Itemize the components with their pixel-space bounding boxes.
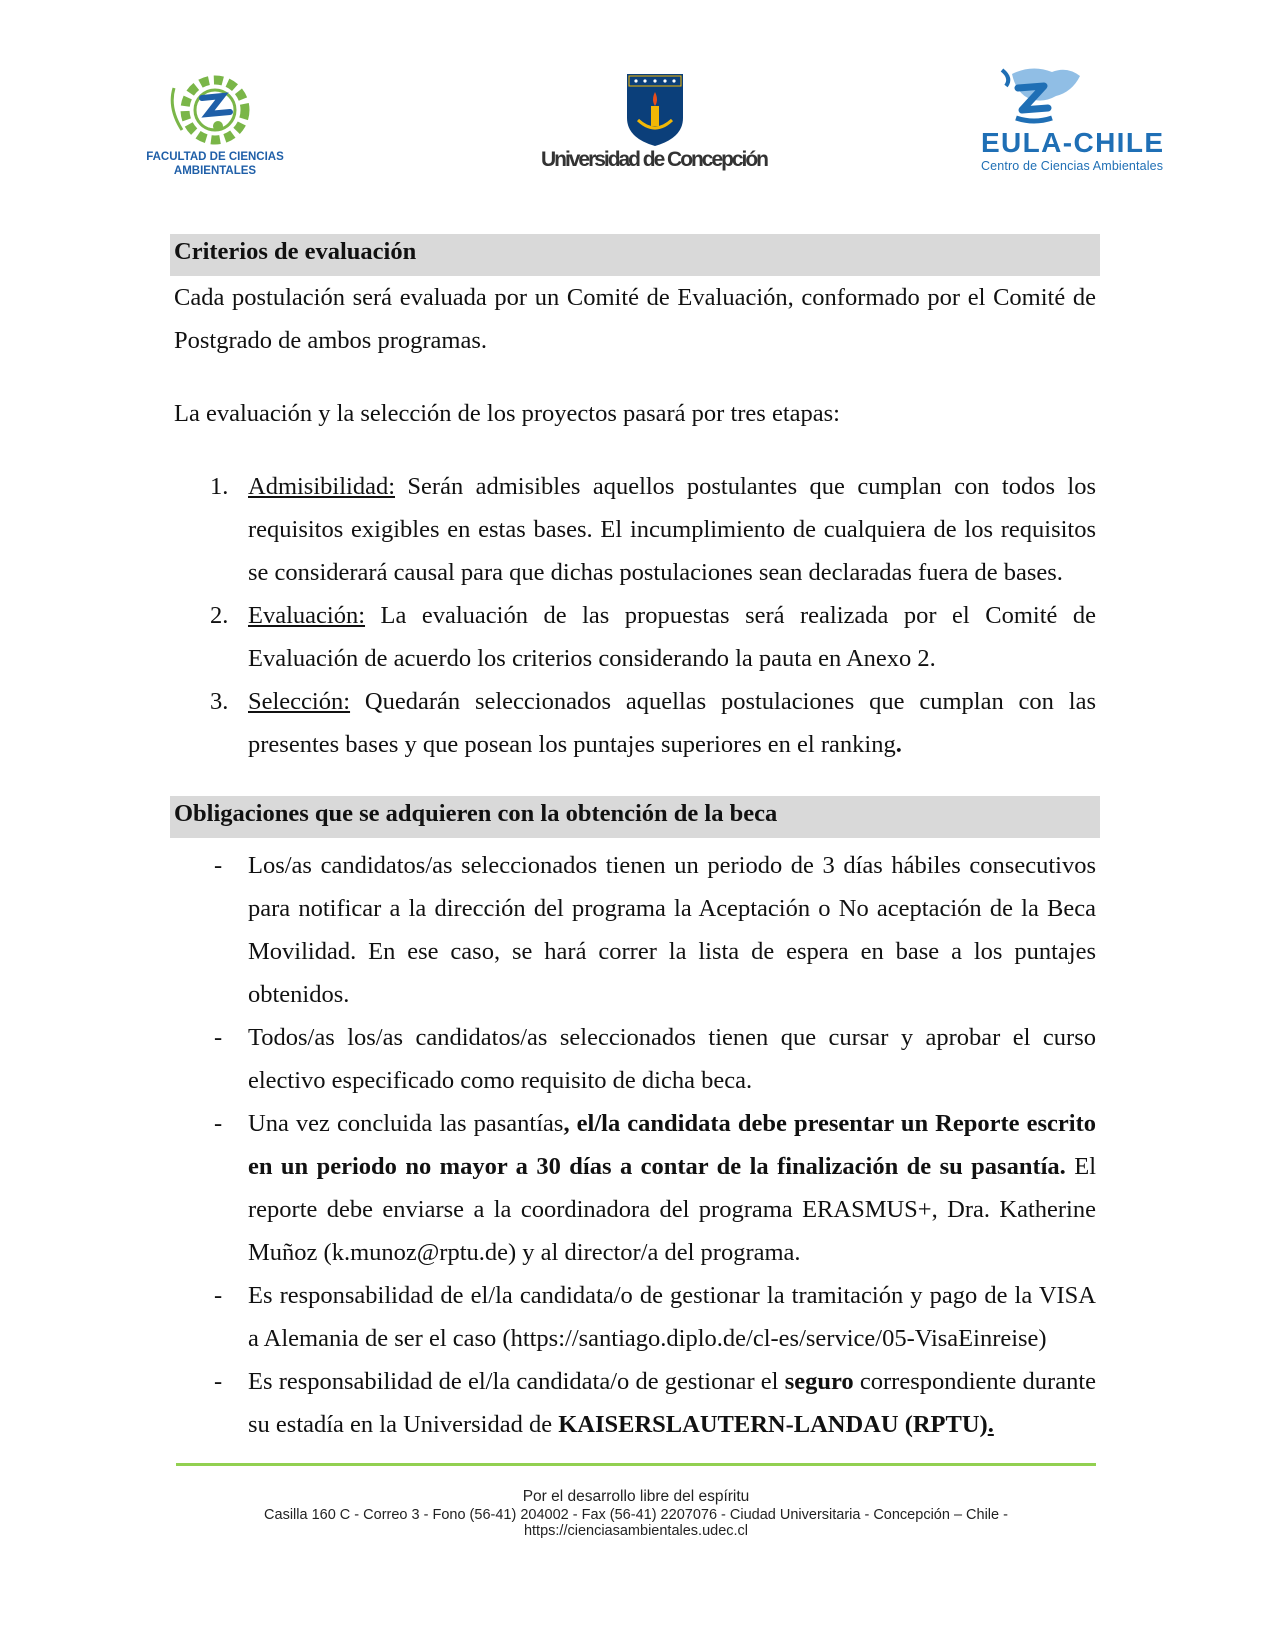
list-item [174,594,1096,680]
facultad-ciencias-ambientales-logo [140,68,290,183]
list-item [174,1274,1096,1360]
page-footer [176,1487,1096,1539]
stage-end: . [895,731,902,758]
obligation-bold-text: KAISERSLAUTERN-LANDAU (RPTU) [558,1411,988,1438]
dash-bullet: - [214,852,223,879]
list-number: 3. [210,688,229,715]
obligation-text: Es responsabilidad de el/la candidata/o de gestionar la tramitación y pago de la VISA a Alemania de ser el caso (https://santiago.diplo.de/cl-es/service/05-VisaEinreise) [248,1282,1096,1352]
document-body [174,234,1096,1446]
list-item [174,465,1096,594]
criterios-lead: La evaluación y la selección de los proyectos pasará por tres etapas: [174,400,840,427]
list-item [174,844,1096,1016]
universidad-de-concepcion-logo [530,74,780,178]
stage-term: Selección: [248,688,351,715]
stage-term: Admisibilidad: [248,473,395,500]
fca-logo-line1: FACULTAD DE CIENCIAS [146,151,284,163]
gear-globe-icon [140,68,290,183]
obligation-text: Los/as candidatos/as seleccionados tienen un periodo de 3 días hábiles consecutivos para notificar a la dirección del programa la Aceptación o No aceptación de la Beca Movilidad. En ese caso, se hará correr la lista de espera en base a los puntajes obtenidos. [248,852,1096,1008]
footer-divider [176,1463,1096,1466]
eula-logo-subtitle: Centro de Ciencias Ambientales [981,159,1163,173]
dash-bullet: - [214,1024,223,1051]
list-item [174,1360,1096,1446]
obligation-text: Es responsabilidad de el/la candidata/o de gestionar el [248,1368,785,1395]
footer-motto: Por el desarrollo libre del espíritu [522,1488,750,1505]
obligation-text: correspondiente durante su estadía en la Universidad de [248,1368,1096,1438]
list-item [174,1016,1096,1102]
list-item [174,1102,1096,1274]
eula-logo-name: EULA-CHILE [981,127,1163,158]
list-item [174,680,1096,766]
dash-bullet: - [214,1110,223,1137]
section-title-obligaciones: Obligaciones que se adquieren con la obtención de la beca [170,796,1100,838]
eula-map-icon [972,64,1172,180]
obligation-bold-text: , el/la candidata debe presentar un Reporte escrito en un periodo no mayor a 30 días a contar de la finalización de su pasantía. [248,1110,1096,1180]
list-number: 2. [210,602,229,629]
stage-text: La evaluación de las propuestas será realizada por el Comité de Evaluación de acuerdo los criterios considerando la pauta en Anexo 2. [248,602,1096,672]
udec-logo-name: Universidad de Concepción [541,148,769,171]
stage-text: Quedarán seleccionados aquellas postulaciones que cumplan con las presentes bases y que posean los puntajes superiores en el ranking [248,688,1096,758]
obligation-text: El reporte debe enviarse a la coordinadora del programa ERASMUS+, Dra. Katherine Muñoz (k.munoz@rptu.de) y al director/a del programa. [248,1153,1097,1266]
obligation-text: Una vez concluida las pasantías [248,1110,564,1137]
dash-bullet: - [214,1282,223,1309]
fca-logo-line2: AMBIENTALES [173,165,257,177]
evaluation-stages-list [174,465,1096,766]
obligations-list [174,844,1096,1446]
obligation-bold-text: seguro [784,1368,854,1395]
footer-address: Casilla 160 C - Correo 3 - Fono (56-41) 204002 - Fax (56-41) 2207076 - Ciudad Universitaria - Concepción – Chile - [264,1507,1008,1523]
section-title-criterios: Criterios de evaluación [170,234,1100,276]
stage-term: Evaluación: [248,602,366,629]
footer-url: https://cienciasambientales.udec.cl [523,1523,749,1539]
criterios-intro: Cada postulación será evaluada por un Comité de Evaluación, conformado por el Comité de Postgrado de ambos programas. [174,284,1096,354]
eula-chile-logo [972,64,1172,180]
stage-text: Serán admisibles aquellos postulantes que cumplan con todos los requisitos exigibles en estas bases. El incumplimiento de cualquiera de los requisitos se considerará causal para que dichas postulaciones sean declaradas fuera de bases. [248,473,1096,586]
obligation-text: Todos/as los/as candidatos/as seleccionados tienen que cursar y aprobar el curso electivo especificado como requisito de dicha beca. [248,1024,1096,1094]
obligation-end: . [987,1411,994,1438]
dash-bullet: - [214,1368,223,1395]
shield-crest-icon [530,74,780,178]
list-number: 1. [210,473,229,500]
